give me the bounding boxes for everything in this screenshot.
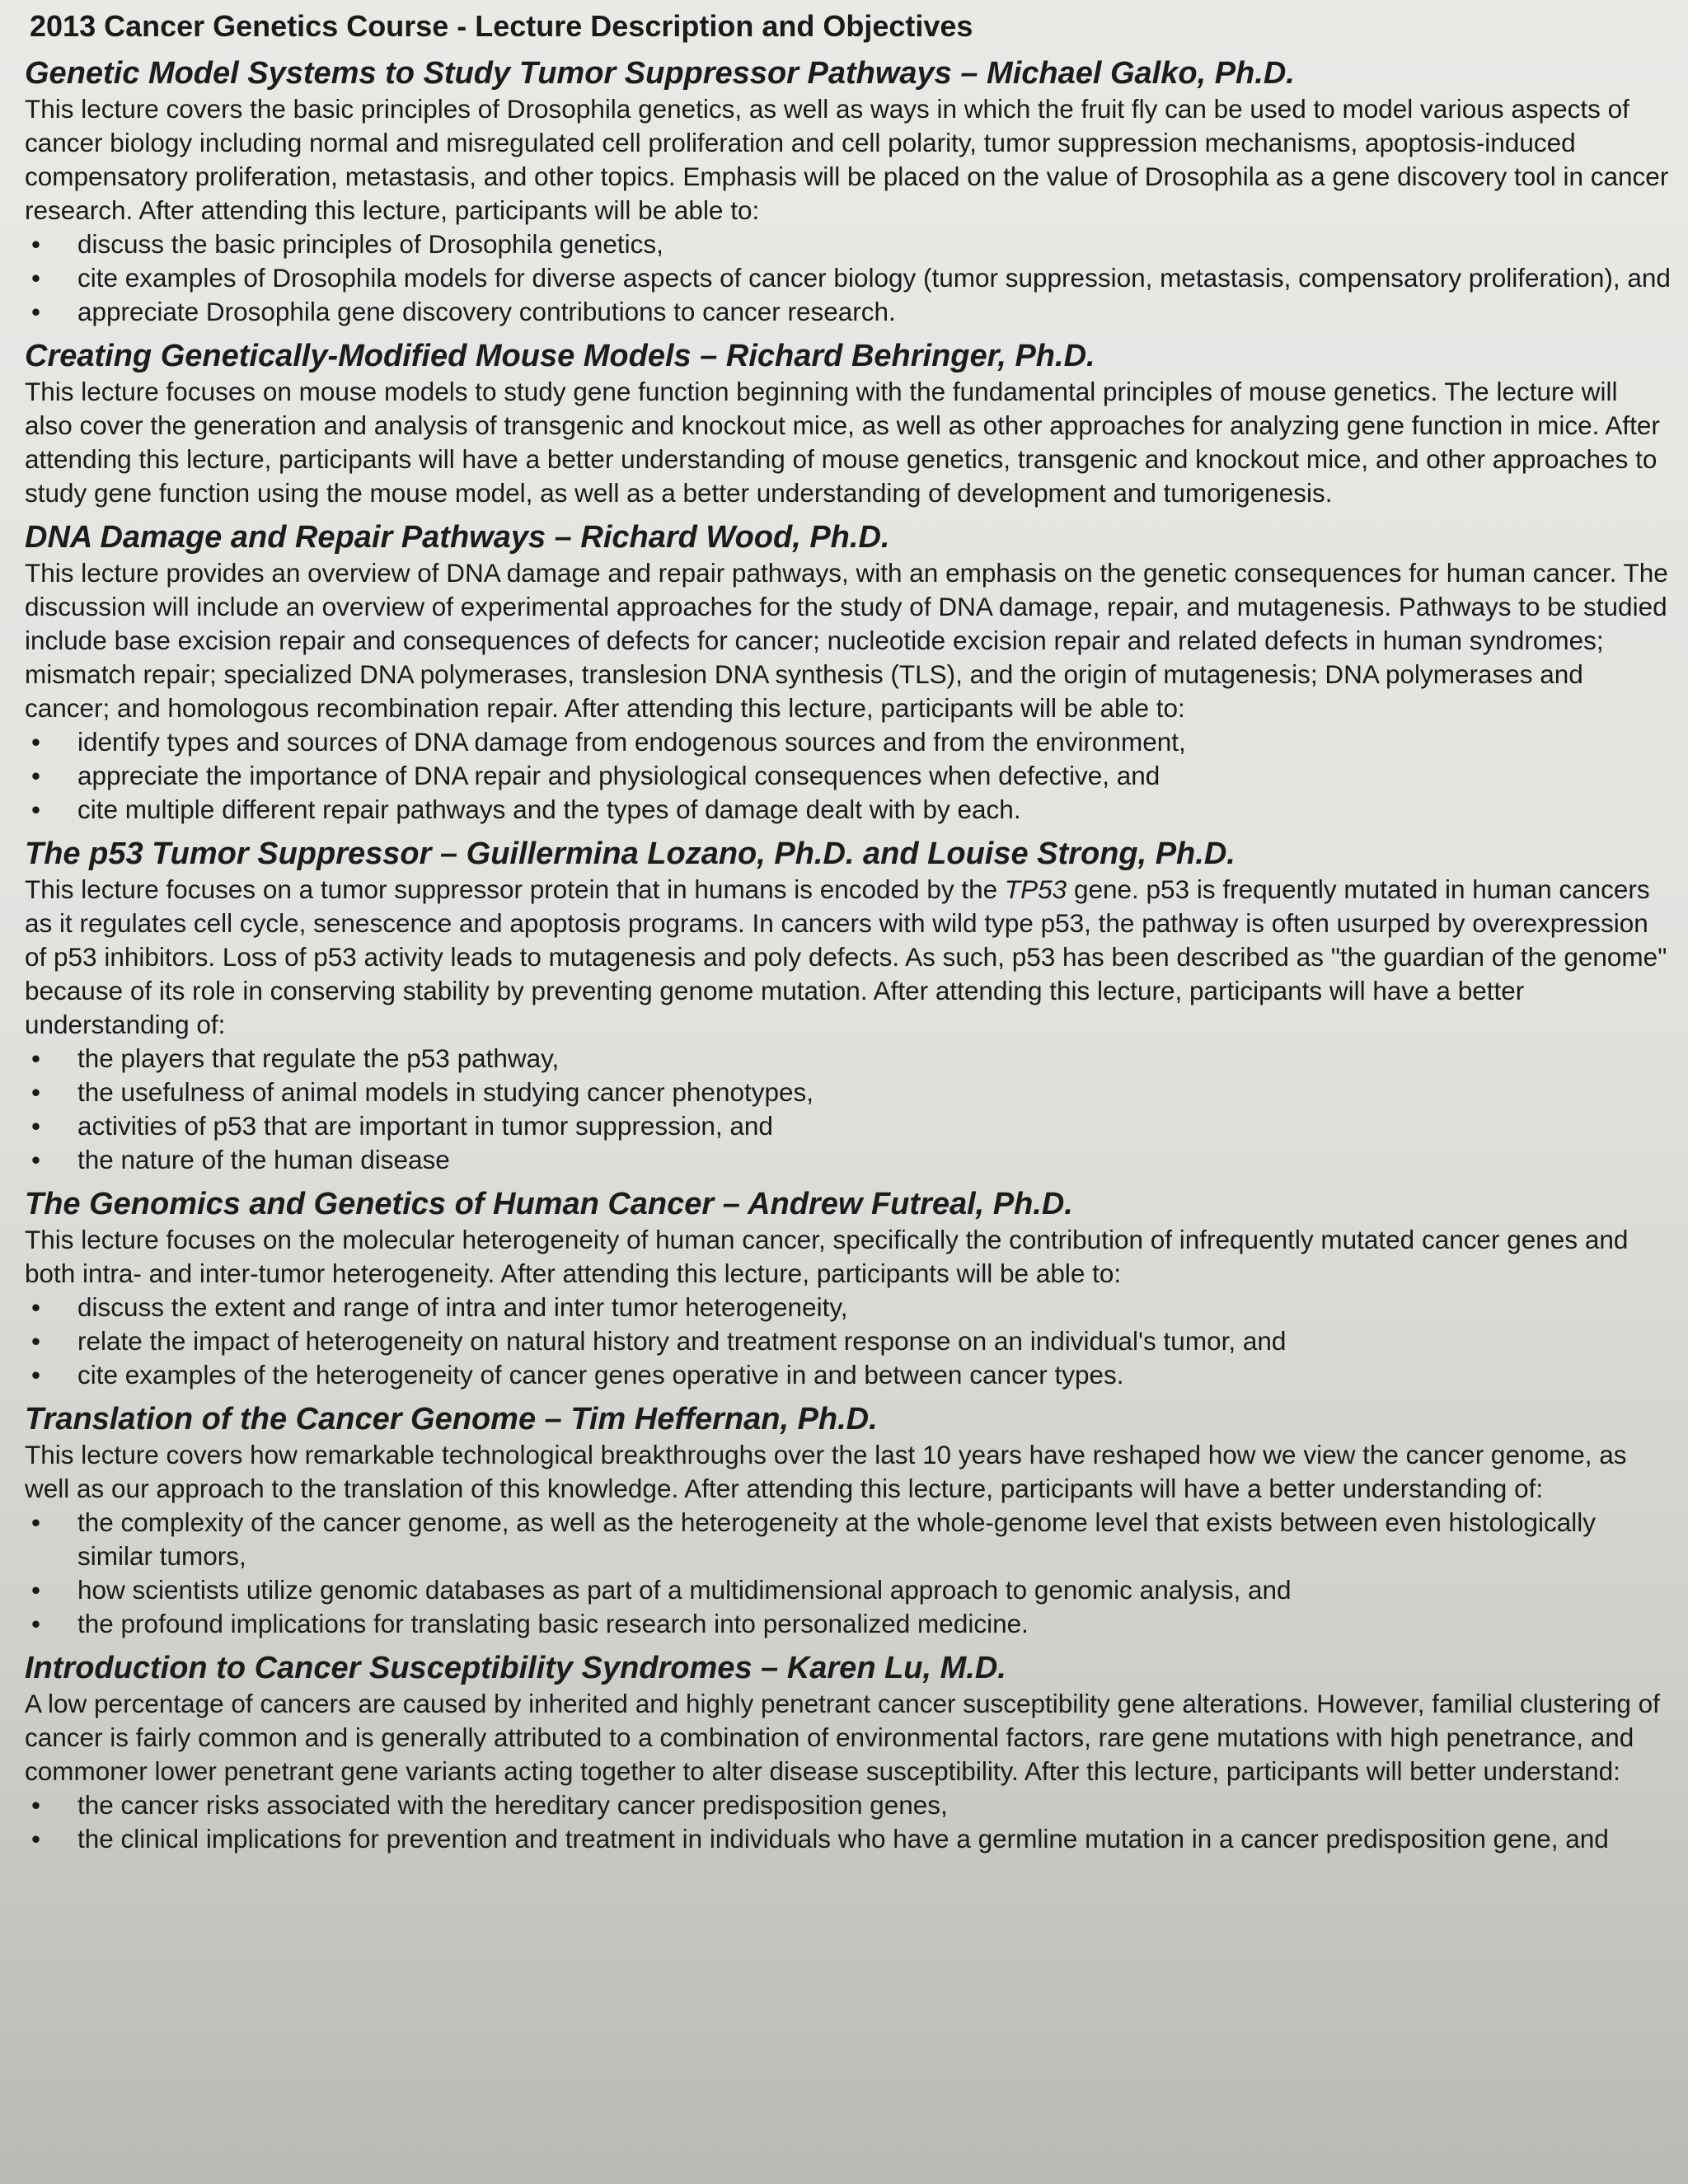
lecture-section-genomics	[25, 1185, 1672, 1392]
objectives-list	[25, 725, 1672, 827]
objective-item: • discuss the extent and range of intra and inter tumor heterogeneity,	[25, 1291, 1672, 1324]
objectives-list	[25, 1506, 1672, 1641]
objectives-list	[25, 1042, 1672, 1177]
lecture-description	[25, 873, 1672, 1042]
objective-item: • the complexity of the cancer genome, as well as the heterogeneity at the whole-genome level that exists between even histologically similar tumors,	[25, 1506, 1672, 1573]
objective-item: • activities of p53 that are important in tumor suppression, and	[25, 1109, 1672, 1143]
lecture-section-translation	[25, 1400, 1672, 1641]
objectives-list	[25, 1788, 1672, 1856]
objective-item: • the nature of the human disease	[25, 1143, 1672, 1177]
objective-item: • the usefulness of animal models in studying cancer phenotypes,	[25, 1076, 1672, 1109]
lecture-heading: Introduction to Cancer Susceptibility Syndromes – Karen Lu, M.D.	[25, 1651, 1006, 1685]
lecture-section-mouse-models	[25, 337, 1672, 510]
description-text: This lecture focuses on a tumor suppressor protein that in humans is encoded by the	[25, 874, 1005, 904]
objective-item: • the clinical implications for prevention and treatment in individuals who have a germline mutation in a cancer predisposition gene, and	[25, 1822, 1672, 1856]
objective-item: • how scientists utilize genomic databases as part of a multidimensional approach to genomic analysis, and	[25, 1573, 1672, 1607]
lecture-section-dna-repair	[25, 518, 1672, 827]
objective-item: • appreciate the importance of DNA repair and physiological consequences when defective, and	[25, 759, 1672, 793]
objective-item: • cite examples of Drosophila models for diverse aspects of cancer biology (tumor suppression, metastasis, compensatory proliferation), and	[25, 261, 1672, 295]
lecture-section-p53	[25, 835, 1672, 1177]
lecture-heading: DNA Damage and Repair Pathways – Richard Wood, Ph.D.	[25, 520, 890, 555]
lecture-heading: Genetic Model Systems to Study Tumor Suppressor Pathways – Michael Galko, Ph.D.	[25, 56, 1295, 91]
lecture-heading: Translation of the Cancer Genome – Tim Heffernan, Ph.D.	[25, 1402, 878, 1436]
objective-item: • the players that regulate the p53 pathway,	[25, 1042, 1672, 1076]
objective-item: • cite examples of the heterogeneity of cancer genes operative in and between cancer types.	[25, 1358, 1672, 1392]
objective-item: • appreciate Drosophila gene discovery contributions to cancer research.	[25, 295, 1672, 329]
lecture-description: This lecture focuses on the molecular heterogeneity of human cancer, specifically the contribution of infrequently mutated cancer genes and both intra- and inter-tumor heterogeneity. After attending this lecture, participants will be able to:	[25, 1225, 1629, 1288]
lecture-heading: The Genomics and Genetics of Human Cancer – Andrew Futreal, Ph.D.	[25, 1187, 1073, 1221]
lecture-description: This lecture covers how remarkable technological breakthroughs over the last 10 years have reshaped how we view the cancer genome, as well as our approach to the translation of this knowledge. After attending this lecture, participants will have a better understanding of:	[25, 1440, 1627, 1503]
objective-item: • identify types and sources of DNA damage from endogenous sources and from the environment,	[25, 725, 1672, 759]
lecture-description: A low percentage of cancers are caused by inherited and highly penetrant cancer susceptibility gene alterations. However, familial clustering of cancer is fairly common and is generally attributed to a combination of environmental factors, rare gene mutations with high penetrance, and commoner lower penetrant gene variants acting together to alter disease susceptibility. After this lecture, participants will better understand:	[25, 1689, 1660, 1786]
lecture-description: This lecture focuses on mouse models to study gene function beginning with the fundamental principles of mouse genetics. The lecture will also cover the generation and analysis of transgenic and knockout mice, as well as other approaches for analyzing gene function in mice. After attending this lecture, participants will have a better understanding of mouse genetics, transgenic and knockout mice, and other approaches to study gene function using the mouse model, as well as a better understanding of development and tumorigenesis.	[25, 377, 1660, 508]
objectives-list	[25, 227, 1672, 329]
objective-item: • the cancer risks associated with the hereditary cancer predisposition genes,	[25, 1788, 1672, 1822]
objective-item: • discuss the basic principles of Drosophila genetics,	[25, 227, 1672, 261]
lecture-heading: Creating Genetically-Modified Mouse Models – Richard Behringer, Ph.D.	[25, 339, 1095, 373]
lecture-description: This lecture covers the basic principles of Drosophila genetics, as well as ways in which the fruit fly can be used to model various aspects of cancer biology including normal and misregulated cell proliferation and cell polarity, tumor suppression mechanisms, apoptosis-induced compensatory proliferation, metastasis, and other topics. Emphasis will be placed on the value of Drosophila as a gene discovery tool in cancer research. After attending this lecture, participants will be able to:	[25, 94, 1669, 225]
objective-item: • the profound implications for translating basic research into personalized medicine.	[25, 1607, 1672, 1641]
document-title: 2013 Cancer Genetics Course - Lecture Description and Objectives	[30, 9, 973, 43]
objectives-list	[25, 1291, 1672, 1392]
lecture-section-susceptibility	[25, 1649, 1672, 1856]
lecture-description: This lecture provides an overview of DNA damage and repair pathways, with an emphasis on the genetic consequences for human cancer. The discussion will include an overview of experimental approaches for the study of DNA damage, repair, and mutagenesis. Pathways to be studied include base excision repair and consequences of defects for cancer; nucleotide excision repair and related defects in human syndromes; mismatch repair; specialized DNA polymerases, translesion DNA synthesis (TLS), and the origin of mutagenesis; DNA polymerases and cancer; and homologous recombination repair. After attending this lecture, participants will be able to:	[25, 558, 1668, 723]
description-text: gene. p53 is frequently mutated in human cancers as it regulates cell cycle, senescence and apoptosis programs. In cancers with wild type p53, the pathway is often usurped by overexpression of p53 inhibitors. Loss of p53 activity leads to mutagenesis and poly defects. As such, p53 has been described as "the guardian of the genome" because of its role in conserving stability by preventing genome mutation. After attending this lecture, participants will have a better understanding of:	[25, 874, 1667, 1039]
objective-item: • relate the impact of heterogeneity on natural history and treatment response on an individual's tumor, and	[25, 1324, 1672, 1358]
objective-item: • cite multiple different repair pathways and the types of damage dealt with by each.	[25, 793, 1672, 827]
lecture-heading: The p53 Tumor Suppressor – Guillermina Lozano, Ph.D. and Louise Strong, Ph.D.	[25, 837, 1236, 871]
lecture-section-drosophila	[25, 54, 1672, 329]
gene-name: TP53	[1004, 874, 1067, 904]
